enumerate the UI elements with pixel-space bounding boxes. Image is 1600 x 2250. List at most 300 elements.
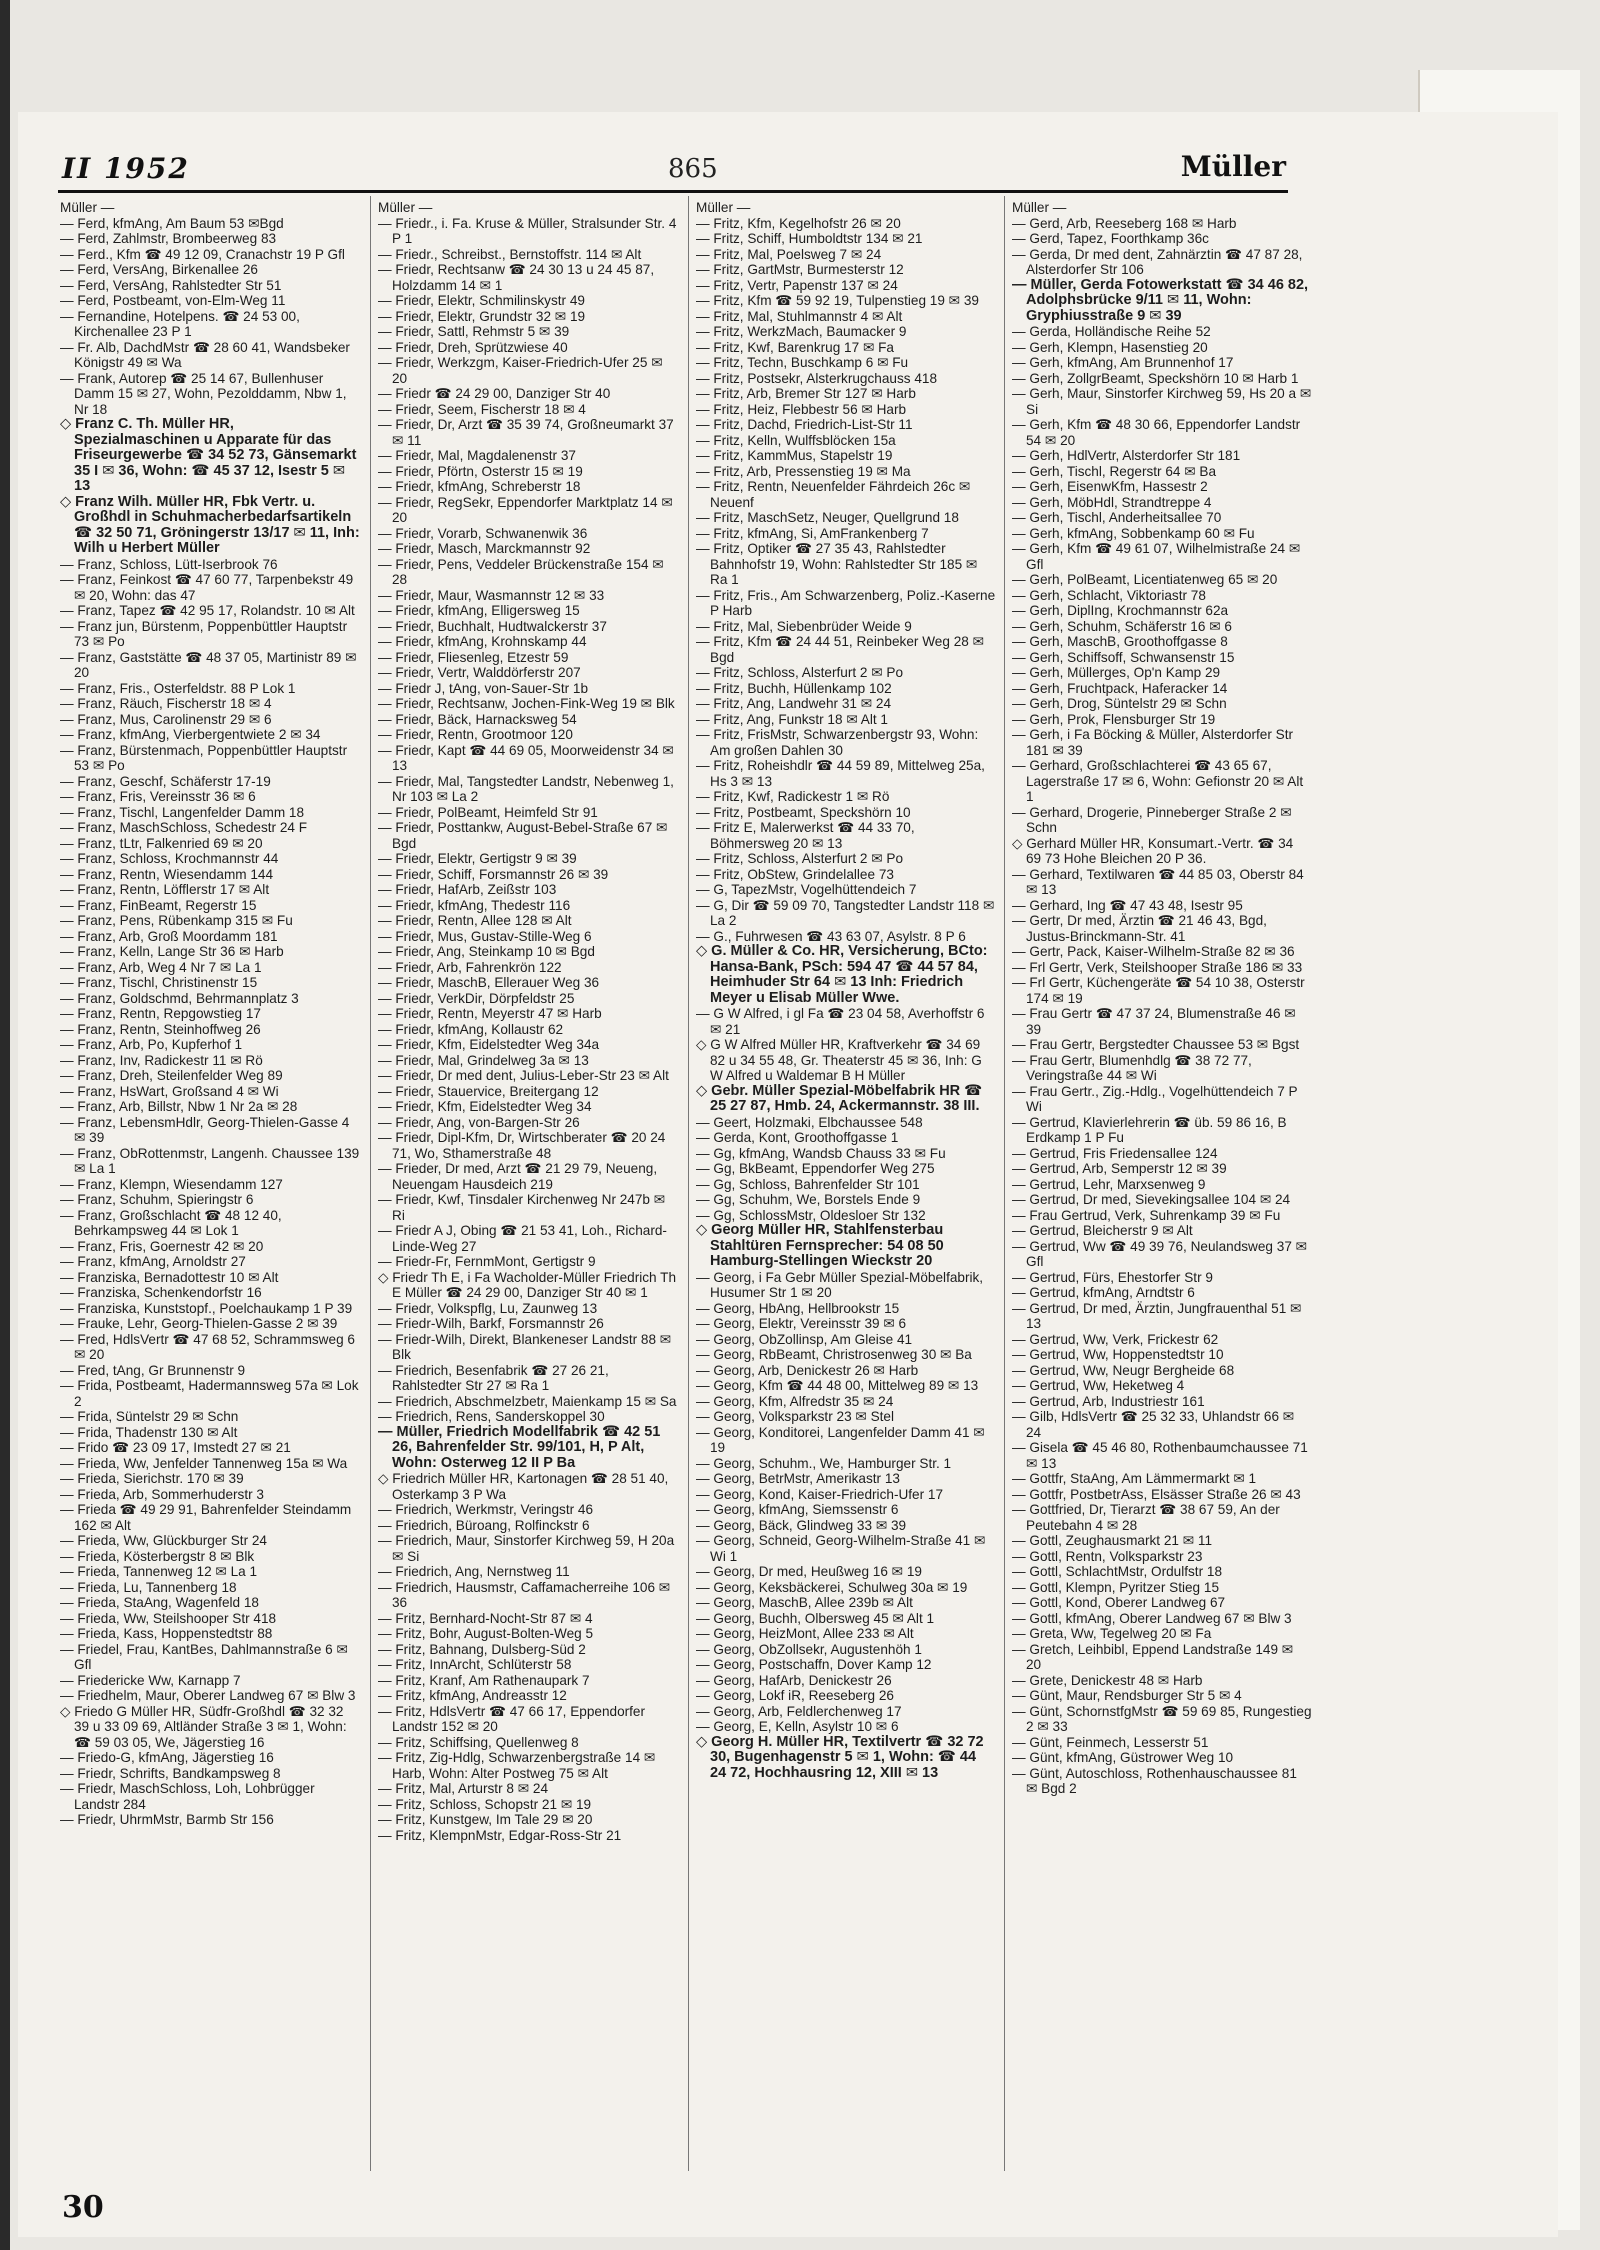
directory-entry: — Friedr, Kfm, Eidelstedter Weg 34 <box>378 1099 592 1114</box>
directory-entry: — Gerh, Tischl, Regerstr 64 ✉ Ba <box>1012 463 1217 479</box>
directory-entry: — Fritz, Techn, Buschkamp 6 ✉ Fu <box>696 355 909 370</box>
signature-marker: 30 <box>62 2190 104 2225</box>
directory-entry: — Friedr, Schiff, Forsmannstr 26 ✉ 39 <box>378 866 609 882</box>
directory-entry: — Fritz, KlempnMstr, Edgar-Ross-Str 21 <box>378 1827 622 1843</box>
directory-entry: — Fritz, Buchh, Hüllenkamp 102 <box>696 680 892 696</box>
directory-entry: — Gerh, PolBeamt, Licentiatenweg 65 ✉ 20 <box>1012 572 1278 587</box>
directory-entry: — Friedr, Mal, Tangstedter Landstr, Nebenweg 1, Nr 103 ✉ La 2 <box>378 773 674 804</box>
directory-entry: — Frau Gertrud, Verk, Suhrenkamp 39 ✉ Fu <box>1012 1207 1281 1223</box>
directory-entry: — Georg, Konditorei, Langenfelder Damm 41 ✉ 19 <box>696 1424 985 1455</box>
directory-entry: ◇ Gerhard Müller HR, Konsumart.-Vertr. ☎ 34 69 73 Hohe Bleichen 20 P 36. <box>1012 835 1294 866</box>
directory-entry: — Friedel, Frau, KantBes, Dahlmannstraße 6 ✉ Gfl <box>60 1641 348 1672</box>
directory-entry: — Frieda, Ww, Steilshooper Str 418 <box>60 1610 277 1626</box>
directory-entry: ◇ Friedrich Müller HR, Kartonagen ☎ 28 51 40, Osterkamp 3 P Wa <box>378 1471 669 1502</box>
directory-entry: — Gg, BkBeamt, Eppendorfer Weg 275 <box>696 1161 935 1176</box>
directory-entry: — Fritz, Dachd, Friedrich-List-Str 11 <box>696 417 913 432</box>
directory-entry: ◇ Friedo G Müller HR, Südfr-Großhdl ☎ 32 32 39 u 33 09 69, Altländer Straße 3 ✉ 1, Wohn: ☎ 59 03 05, We, Jägerstieg 16 <box>60 1703 347 1750</box>
directory-entry: — Franz, Schloss, Lütt-Iserbrook 76 <box>60 556 278 572</box>
directory-entry: — Gerh, kfmAng, Am Brunnenhof 17 <box>1012 355 1234 370</box>
directory-entry: — Gerh, Schlacht, Viktoriastr 78 <box>1012 587 1206 603</box>
directory-entry: — Fernandine, Hotelpens. ☎ 24 53 00, Kirchenallee 23 P 1 <box>60 308 300 339</box>
directory-entry: — Ferd, VersAng, Birkenallee 26 <box>60 262 258 277</box>
directory-entry: — Friedrich, Hausmstr, Caffamacherreihe 106 ✉ 36 <box>378 1579 671 1610</box>
directory-entry: — Fritz, Vertr, Papenstr 137 ✉ 24 <box>696 277 898 293</box>
directory-entry: — Frida, Postbeamt, Hadermannsweg 57a ✉ Lok 2 <box>60 1378 359 1409</box>
directory-entry: — Franz, Klempn, Wiesendamm 127 <box>60 1176 283 1192</box>
directory-entry: — Gg, kfmAng, Wandsb Chauss 33 ✉ Fu <box>696 1145 946 1161</box>
directory-entry: Müller — <box>696 200 751 215</box>
directory-entry: — Fritz, Ang, Landwehr 31 ✉ 24 <box>696 696 892 711</box>
directory-entry: — Friedr, Ang, Steinkamp 10 ✉ Bgd <box>378 944 595 959</box>
page-header <box>58 150 1288 193</box>
directory-entry: ◇ Franz C. Th. Müller HR, Spezialmaschinen u Apparate für das Friseurgewerbe ☎ 34 52 73, Gänsemarkt 35 I ✉ 36, Wohn: ☎ 45 37 12, Isestr 5 ✉ 13 <box>60 416 357 494</box>
directory-entry: — Franz, Goldschmd, Behrmannplatz 3 <box>60 990 299 1006</box>
directory-entry: — Fr. Alb, DachdMstr ☎ 28 60 41, Wandsbeker Königstr 49 ✉ Wa <box>60 339 350 370</box>
directory-entry: — Gerh, Prok, Flensburger Str 19 <box>1012 711 1216 727</box>
directory-column-1 <box>60 200 360 2170</box>
directory-entry: — Franz, Mus, Carolinenstr 29 ✉ 6 <box>60 711 272 727</box>
directory-entry: — Gerh, EisenwKfm, Hassestr 2 <box>1012 479 1208 494</box>
directory-entry: — Friedr, kfmAng, Elligersweg 15 <box>378 603 580 618</box>
directory-entry: — Friedrich, Abschmelzbetr, Maienkamp 15 ✉ Sa <box>378 1393 677 1409</box>
directory-entry: — Gerh, MaschB, Groothoffgasse 8 <box>1012 634 1228 649</box>
directory-entry: — Gertrud, Bleicherstr 9 ✉ Alt <box>1012 1223 1193 1238</box>
directory-entry: ◇ Georg H. Müller HR, Textilvertr ☎ 32 72 30, Bugenhagenstr 5 ✉ 1, Wohn: ☎ 44 24 72, Hochhausring 12, XIII ✉ 13 <box>696 1733 984 1781</box>
directory-entry: — Friedrich, Büroang, Rolfinckstr 6 <box>378 1517 590 1533</box>
directory-entry: — Friedericke Ww, Karnapp 7 <box>60 1672 241 1688</box>
directory-entry: — Frido ☎ 23 09 17, Imstedt 27 ✉ 21 <box>60 1440 291 1455</box>
directory-entry: — Franz, Räuch, Fischerstr 18 ✉ 4 <box>60 696 272 711</box>
directory-entry: — Friedr, Werkzgm, Kaiser-Friedrich-Ufer 25 ✉ 20 <box>378 355 663 386</box>
directory-entry: — Fritz, MaschSetz, Neuger, Quellgrund 18 <box>696 510 959 525</box>
directory-entry: — Gg, Schuhm, We, Borstels Ende 9 <box>696 1192 921 1207</box>
directory-entry: — Friedr, MaschSchloss, Loh, Lohbrügger Landstr 284 <box>60 1781 315 1812</box>
directory-entry: — Friedr, kfmAng, Krohnskamp 44 <box>378 634 587 649</box>
directory-entry: — Frl Gertr, Verk, Steilshooper Straße 186 ✉ 33 <box>1012 959 1303 975</box>
directory-entry: — Franz, tLtr, Falkenried 69 ✉ 20 <box>60 835 263 851</box>
directory-entry: — Friedr, Sattl, Rehmstr 5 ✉ 39 <box>378 324 570 339</box>
directory-entry: — Fritz, HdlsVertr ☎ 47 66 17, Eppendorfer Landstr 152 ✉ 20 <box>378 1703 646 1734</box>
directory-entry: — Friedr, Kwf, Tinsdaler Kirchenweg Nr 247b ✉ Ri <box>378 1192 666 1223</box>
directory-entry: — Franz, Arb, Billstr, Nbw 1 Nr 2a ✉ 28 <box>60 1099 298 1114</box>
directory-entry: — Günt, Maur, Rendsburger Str 5 ✉ 4 <box>1012 1688 1242 1703</box>
directory-entry: — Fritz, FrisMstr, Schwarzenbergstr 93, Wohn: Am großen Dahlen 30 <box>696 727 979 758</box>
directory-entry: — Gerh, Müllerges, Op'n Kamp 29 <box>1012 665 1221 680</box>
directory-entry: — Friedr, Fliesenleg, Etzestr 59 <box>378 649 569 665</box>
directory-entry: — Fritz, Schloss, Alsterfurt 2 ✉ Po <box>696 851 904 866</box>
directory-entry: — Friedr., Schreibst., Bernstoffstr. 114 ✉ Alt <box>378 246 642 262</box>
directory-entry: — Frank, Autorep ☎ 25 14 67, Bullenhuser Damm 15 ✉ 27, Wohn, Pezolddamm, Nbw 1, Nr 18 <box>60 370 347 417</box>
directory-entry: — Fritz, Schiff, Humboldtstr 134 ✉ 21 <box>696 231 923 246</box>
directory-entry: — Gottl, Klempn, Pyritzer Stieg 15 <box>1012 1579 1220 1595</box>
directory-entry: — Gerh, Schuhm, Schäferstr 16 ✉ 6 <box>1012 618 1232 634</box>
directory-entry: — Gerhard, Textilwaren ☎ 44 85 03, Oberstr 84 ✉ 13 <box>1012 866 1304 897</box>
directory-entry: — Georg, ObZollsekr, Augustenhöh 1 <box>696 1641 922 1657</box>
directory-entry: ◇ Friedr Th E, i Fa Wacholder-Müller Friedrich Th E Müller ☎ 24 29 00, Danziger Str 40 ✉ 1 <box>378 1269 677 1300</box>
directory-entry: — Günt, Feinmech, Lesserstr 51 <box>1012 1734 1209 1750</box>
directory-entry: — Gerhard, Ing ☎ 47 43 48, Isestr 95 <box>1012 897 1243 913</box>
directory-entry: — Georg, Keksbäckerei, Schulweg 30a ✉ 19 <box>696 1579 968 1595</box>
directory-entry: — Gerhard, Großschlachterei ☎ 43 65 67, Lagerstraße 17 ✉ 6, Wohn: Gefionstr 20 ✉ Alt 1 <box>1012 758 1304 804</box>
directory-entry: — Gerh, ZollgrBeamt, Speckshörn 10 ✉ Harb 1 <box>1012 370 1299 386</box>
directory-entry: — Franz, Schloss, Krochmannstr 44 <box>60 851 279 866</box>
directory-entry: — Georg, Elektr, Vereinsstr 39 ✉ 6 <box>696 1316 907 1331</box>
directory-entry: — Friedr, Pens, Veddeler Brückenstraße 154 ✉ 28 <box>378 556 664 587</box>
directory-entry: — G, TapezMstr, Vogelhüttendeich 7 <box>696 882 917 897</box>
directory-column-3 <box>696 200 996 2170</box>
directory-entry: — Friedr, Posttankw, August-Bebel-Straße 67 ✉ Bgd <box>378 820 668 851</box>
directory-entry: — Fritz, Arb, Pressenstieg 19 ✉ Ma <box>696 463 911 479</box>
directory-entry: — Friedr, Rechtsanw, Jochen-Fink-Weg 19 ✉ Blk <box>378 696 675 711</box>
directory-entry: — Friedr, UhrmMstr, Barmb Str 156 <box>60 1812 274 1827</box>
directory-entry: — Franziska, Kunststopf., Poelchaukamp 1 P 39 <box>60 1300 353 1316</box>
directory-entry: — Gottl, Kond, Oberer Landweg 67 <box>1012 1595 1226 1610</box>
directory-entry: — Günt, Autoschloss, Rothenhauschaussee 81 ✉ Bgd 2 <box>1012 1765 1297 1796</box>
directory-entry: — Fritz, Roheishdlr ☎ 44 59 89, Mittelweg 25a, Hs 3 ✉ 13 <box>696 758 985 789</box>
directory-entry: — Friedr, VerkDir, Dörpfeldstr 25 <box>378 990 575 1006</box>
directory-entry: — Gottfried, Dr, Tierarzt ☎ 38 67 59, An der Peutebahn 4 ✉ 28 <box>1012 1502 1280 1533</box>
directory-entry: — Gottfr, StaAng, Am Lämmermarkt ✉ 1 <box>1012 1471 1257 1486</box>
directory-entry: — Friedr, HafArb, Zeißstr 103 <box>378 882 557 897</box>
directory-entry: — Fritz, Mal, Poelsweg 7 ✉ 24 <box>696 246 882 262</box>
directory-entry: — Ferd, VersAng, Rahlstedter Str 51 <box>60 277 282 293</box>
column-divider <box>370 196 371 2171</box>
directory-entry: — Fritz, Ang, Funkstr 18 ✉ Alt 1 <box>696 711 888 727</box>
directory-entry: — Georg, HafArb, Denickestr 26 <box>696 1672 892 1688</box>
directory-entry: — Fritz, Kfm ☎ 24 44 51, Reinbeker Weg 28 ✉ Bgd <box>696 634 984 665</box>
directory-entry: — Friedr, Kfm, Eidelstedter Weg 34a <box>378 1037 600 1052</box>
directory-entry: — Fritz, kfmAng, Si, AmFrankenberg 7 <box>696 525 929 541</box>
directory-entry: — Müller, Friedrich Modellfabrik ☎ 42 51 26, Bahrenfelder Str. 99/101, H, P Alt, Wohn: Osterweg 12 II P Ba <box>378 1423 661 1471</box>
directory-entry: — Fritz, Schloss, Alsterfurt 2 ✉ Po <box>696 665 904 680</box>
directory-entry: — Franz, Schuhm, Spieringstr 6 <box>60 1192 254 1207</box>
directory-entry: — Georg, Kfm ☎ 44 48 00, Mittelweg 89 ✉ 13 <box>696 1378 979 1393</box>
directory-entry: — Ferd, Postbeamt, von-Elm-Weg 11 <box>60 293 286 308</box>
directory-column-2 <box>378 200 678 2170</box>
directory-entry: — Gerd, Arb, Reeseberg 168 ✉ Harb <box>1012 215 1237 231</box>
directory-entry: — Franziska, Schenkendorfstr 16 <box>60 1285 262 1300</box>
directory-column-4 <box>1012 200 1312 2170</box>
directory-entry: — Gertrud, Fris Friedensallee 124 <box>1012 1145 1218 1161</box>
directory-entry: — Friedr, Elektr, Gertigstr 9 ✉ 39 <box>378 851 577 866</box>
directory-entry: — Friedr, Seem, Fischerstr 18 ✉ 4 <box>378 401 586 417</box>
directory-entry: — Gottl, Rentn, Volksparkstr 23 <box>1012 1548 1203 1564</box>
directory-entry: — Franz, ObRottenmstr, Langenh. Chaussee 139 ✉ La 1 <box>60 1145 360 1176</box>
directory-entry: — Frieda, Ww, Glückburger Str 24 <box>60 1533 267 1548</box>
directory-entry: — Franz, Kelln, Lange Str 36 ✉ Harb <box>60 944 284 959</box>
directory-entry: — Franz, Arb, Po, Kupferhof 1 <box>60 1037 243 1052</box>
directory-entry: — Gottfr, PostbetrAss, Elsässer Straße 26 ✉ 43 <box>1012 1486 1301 1502</box>
directory-entry: — Fritz, Mal, Stuhlmannstr 4 ✉ Alt <box>696 308 903 324</box>
directory-entry: — Fritz, Kelln, Wulffsblöcken 15a <box>696 432 896 448</box>
directory-entry: — Frieda, StaAng, Wagenfeld 18 <box>60 1595 259 1610</box>
directory-entry: — Georg, Schneid, Georg-Wilhelm-Straße 41 ✉ Wi 1 <box>696 1533 986 1564</box>
directory-entry: — Gerh, i Fa Böcking & Müller, Alsterdorfer Str 181 ✉ 39 <box>1012 727 1294 758</box>
directory-entry: — Gerda, Dr med dent, Zahnärztin ☎ 47 87 28, Alsterdorfer Str 106 <box>1012 246 1303 277</box>
directory-entry: — Georg, ObZollinsp, Am Gleise 41 <box>696 1331 913 1347</box>
book-spine <box>0 0 10 2250</box>
directory-entry: — Franz, Tapez ☎ 42 95 17, Rolandstr. 10 ✉ Alt <box>60 603 355 618</box>
directory-entry: — Fritz, ObStew, Grindelallee 73 <box>696 866 894 882</box>
directory-entry: — Gerh, Kfm ☎ 48 30 66, Eppendorfer Landstr 54 ✉ 20 <box>1012 417 1301 448</box>
directory-entry: — Gottl, Zeughausmarkt 21 ✉ 11 <box>1012 1533 1213 1548</box>
directory-entry: — Friedr, Dipl-Kfm, Dr, Wirtschberater ☎ 20 24 71, Wo, Sthamerstraße 48 <box>378 1130 666 1161</box>
directory-entry: — Gerh, Klempn, Hasenstieg 20 <box>1012 339 1208 355</box>
directory-entry: — Friedr J, tAng, von-Sauer-Str 1b <box>378 680 589 696</box>
directory-entry: — Georg, Arb, Feldlerchenweg 17 <box>696 1703 902 1719</box>
directory-entry: — Frauke, Lehr, Georg-Thielen-Gasse 2 ✉ 39 <box>60 1316 338 1331</box>
directory-entry: — Fritz, Bohr, August-Bolten-Weg 5 <box>378 1626 594 1641</box>
directory-entry: — Friedr, Elektr, Schmilinskystr 49 <box>378 293 585 308</box>
directory-entry: — Friedr, kfmAng, Schreberstr 18 <box>378 479 581 494</box>
directory-entry: — Friedrich, Werkmstr, Veringstr 46 <box>378 1502 594 1517</box>
directory-entry: — Frieda, Tannenweg 12 ✉ La 1 <box>60 1564 258 1579</box>
directory-entry: — Friedr, Dr, Arzt ☎ 35 39 74, Großneumarkt 37 ✉ 11 <box>378 417 674 448</box>
directory-entry: — Georg, kfmAng, Siemssenstr 6 <box>696 1502 899 1517</box>
directory-entry: — Gertrud, Dr med, Sievekingsallee 104 ✉ 24 <box>1012 1192 1291 1207</box>
directory-entry: — Georg, BetrMstr, Amerikastr 13 <box>696 1471 900 1486</box>
directory-entry: — Gerh, Kfm ☎ 49 61 07, Wilhelmistraße 24 ✉ Gfl <box>1012 541 1301 572</box>
directory-entry: — Friedr, MaschB, Ellerauer Weg 36 <box>378 975 600 990</box>
directory-entry: — Franz, Fris, Vereinsstr 36 ✉ 6 <box>60 789 256 804</box>
directory-entry: ◇ G W Alfred Müller HR, Kraftverkehr ☎ 34 69 82 u 34 55 48, Gr. Theaterstr 45 ✉ 36, Inh: G W Alfred u Waldemar B H Müller <box>696 1037 982 1083</box>
directory-entry: — G., Fuhrwesen ☎ 43 63 07, Asylstr. 8 P 6 <box>696 928 966 944</box>
directory-entry: — Franz, LebensmHdlr, Georg-Thielen-Gasse 4 ✉ 39 <box>60 1114 350 1145</box>
directory-entry: — Georg, Kond, Kaiser-Friedrich-Ufer 17 <box>696 1486 944 1502</box>
directory-entry: — Friedr, Rentn, Meyerstr 47 ✉ Harb <box>378 1006 602 1021</box>
directory-entry: — Friedr, Stauervice, Breitergang 12 <box>378 1083 599 1099</box>
directory-entry: — Fritz, Kfm ☎ 59 92 19, Tulpenstieg 19 ✉ 39 <box>696 293 979 308</box>
directory-entry: — Gertrud, Klavierlehrerin ☎ üb. 59 86 16, B Erdkamp 1 P Fu <box>1012 1114 1287 1145</box>
directory-entry: — Franz, Fris, Goernestr 42 ✉ 20 <box>60 1238 264 1254</box>
directory-entry: — Fritz, Rentn, Neuenfelder Fährdeich 26c ✉ Neuenf <box>696 479 971 510</box>
directory-entry: — Franz, Fris., Osterfeldstr. 88 P Lok 1 <box>60 680 296 696</box>
directory-entry: — Friedr, Dreh, Sprützwiese 40 <box>378 339 568 355</box>
directory-entry: — Friedr, Dr med dent, Julius-Leber-Str 23 ✉ Alt <box>378 1068 669 1083</box>
directory-entry: — Gertrud, Lehr, Marxsenweg 9 <box>1012 1176 1206 1192</box>
directory-entry: — Franz, Tischl, Christinenstr 15 <box>60 975 258 990</box>
directory-entry: — Gerh, Schiffsoff, Schwansenstr 15 <box>1012 649 1235 665</box>
directory-entry: — Frieda, Arb, Sommerhuderstr 3 <box>60 1486 264 1502</box>
volume-year: II 1952 <box>62 152 190 185</box>
page-number: 865 <box>668 154 718 184</box>
directory-entry: — Franz, Gaststätte ☎ 48 37 05, Martinistr 89 ✉ 20 <box>60 649 357 680</box>
directory-entry: — Gerh, Fruchtpack, Haferacker 14 <box>1012 680 1228 696</box>
directory-entry: — Gertrud, Dr med, Ärztin, Jungfrauenthal 51 ✉ 13 <box>1012 1300 1302 1331</box>
directory-entry: — Friedr., i. Fa. Kruse & Müller, Stralsunder Str. 4 P 1 <box>378 215 677 246</box>
directory-entry: — Friedr, Buchhalt, Hudtwalckerstr 37 <box>378 618 607 634</box>
directory-entry: ◇ Franz Wilh. Müller HR, Fbk Vertr. u. Großhdl in Schuhmacherbedarfsartikeln ☎ 32 50 71, Gröningerstr 13/17 ✉ 11, Inh: Wilh u Herbert Müller <box>60 493 360 556</box>
directory-entry: — Frieda, Kösterbergstr 8 ✉ Blk <box>60 1548 255 1564</box>
directory-entry: — Georg, RbBeamt, Christrosenweg 30 ✉ Ba <box>696 1347 972 1362</box>
directory-entry: — Georg, MaschB, Allee 239b ✉ Alt <box>696 1595 913 1610</box>
directory-entry: — Fritz, InnArcht, Schlüterstr 58 <box>378 1657 572 1672</box>
directory-entry: — Frieder, Dr med, Arzt ☎ 21 29 79, Neueng, Neuengam Hausdeich 219 <box>378 1161 658 1192</box>
directory-entry: — Franz, Rentn, Löfflerstr 17 ✉ Alt <box>60 882 270 897</box>
directory-entry: — Friedrich, Besenfabrik ☎ 27 26 21, Rahlstedter Str 27 ✉ Ra 1 <box>378 1362 609 1393</box>
directory-entry: — Franz, Arb, Groß Moordamm 181 <box>60 928 278 944</box>
directory-entry: — Franz, Dreh, Steilenfelder Weg 89 <box>60 1068 283 1083</box>
directory-entry: — Grete, Denickestr 48 ✉ Harb <box>1012 1672 1203 1688</box>
directory-entry: — Gertrud, Ww ☎ 49 39 76, Neulandsweg 37 ✉ Gfl <box>1012 1238 1308 1269</box>
column-divider <box>688 196 689 2171</box>
directory-entry: — Friedrich, Maur, Sinstorfer Kirchweg 59, H 20a ✉ Si <box>378 1533 675 1564</box>
directory-entry: — Gerda, Holländische Reihe 52 <box>1012 324 1211 339</box>
directory-entry: — Gertr, Dr med, Ärztin ☎ 21 46 43, Bgd, Justus-Brinckmann-Str. 41 <box>1012 913 1267 944</box>
directory-entry: — Gertrud, Fürs, Ehestorfer Str 9 <box>1012 1269 1213 1285</box>
directory-entry: — Fritz, Bernhard-Nocht-Str 87 ✉ 4 <box>378 1610 593 1626</box>
directory-entry: — Friedr, Schrifts, Bandkampsweg 8 <box>60 1765 281 1781</box>
directory-entry: — Friedr, Kapt ☎ 44 69 05, Moorweidenstr 34 ✉ 13 <box>378 742 674 773</box>
directory-entry: — Friedr, kfmAng, Kollaustr 62 <box>378 1021 564 1037</box>
directory-entry: — Gertrud, Ww, Verk, Frickestr 62 <box>1012 1331 1219 1347</box>
directory-entry: — Georg, Kfm, Alfredstr 35 ✉ 24 <box>696 1393 894 1409</box>
directory-entry: — Georg, Dr med, Heußweg 16 ✉ 19 <box>696 1564 922 1579</box>
directory-entry: — Franz, Großschlacht ☎ 48 12 40, Behrkampsweg 44 ✉ Lok 1 <box>60 1207 282 1238</box>
directory-entry: — Ferd, Zahlmstr, Brombeerweg 83 <box>60 231 277 246</box>
directory-entry: — Georg, Lokf iR, Reeseberg 26 <box>696 1688 894 1703</box>
directory-entry: — Georg, Postschaffn, Dover Kamp 12 <box>696 1657 932 1672</box>
directory-entry: — Gisela ☎ 45 46 80, Rothenbaumchaussee 71 ✉ 13 <box>1012 1440 1308 1471</box>
directory-entry: — Fritz, Zig-Hdlg, Schwarzenbergstraße 14 ✉ Harb, Wohn: Alter Postweg 75 ✉ Alt <box>378 1750 656 1781</box>
directory-entry: — Franz, Bürstenmach, Poppenbüttler Hauptstr 53 ✉ Po <box>60 742 348 773</box>
directory-entry: — Fritz, Schiffsing, Quellenweg 8 <box>378 1734 579 1750</box>
directory-entry: — Gertrud, Ww, Hoppenstedtstr 10 <box>1012 1347 1224 1362</box>
directory-entry: — Friedhelm, Maur, Oberer Landweg 67 ✉ Blw 3 <box>60 1688 356 1703</box>
directory-entry: — Franz, Geschf, Schäferstr 17-19 <box>60 773 271 789</box>
directory-entry: — Gertrud, Arb, Industriestr 161 <box>1012 1393 1205 1409</box>
directory-entry: — Friedr, Bäck, Harnacksweg 54 <box>378 711 577 727</box>
directory-entry: — Gertrud, kfmAng, Arndtstr 6 <box>1012 1285 1195 1300</box>
directory-entry: — Fritz, Arb, Bremer Str 127 ✉ Harb <box>696 386 916 401</box>
directory-entry: — Friedr, Pförtn, Osterstr 15 ✉ 19 <box>378 463 583 479</box>
directory-entry: — Frida, Thadenstr 130 ✉ Alt <box>60 1424 238 1440</box>
directory-entry: — Franz, Rentn, Repgowstieg 17 <box>60 1006 261 1021</box>
directory-entry: — Franz, HsWart, Großsand 4 ✉ Wi <box>60 1083 279 1099</box>
directory-entry: — Gg, Schloss, Bahrenfelder Str 101 <box>696 1176 920 1192</box>
directory-entry: — Friedr, Mus, Gustav-Stille-Weg 6 <box>378 928 592 944</box>
directory-entry: — Franz, Arb, Weg 4 Nr 7 ✉ La 1 <box>60 959 262 975</box>
directory-entry: — Friedr, Volkspflg, Lu, Zaunweg 13 <box>378 1300 598 1316</box>
directory-entry: — Ferd, kfmAng, Am Baum 53 ✉Bgd <box>60 215 284 231</box>
directory-entry: — Friedr, Ang, von-Bargen-Str 26 <box>378 1114 580 1130</box>
directory-entry: — Frieda, Sierichstr. 170 ✉ 39 <box>60 1471 244 1486</box>
directory-entry: — Fritz, Kwf, Barenkrug 17 ✉ Fa <box>696 339 894 355</box>
directory-entry: — Fred, tAng, Gr Brunnenstr 9 <box>60 1362 246 1378</box>
directory-entry: — Gerh, Tischl, Anderheitsallee 70 <box>1012 510 1222 525</box>
directory-entry: — Friedr ☎ 24 29 00, Danziger Str 40 <box>378 386 611 401</box>
directory-entry: — Friedr A J, Obing ☎ 21 53 41, Loh., Richard-Linde-Weg 27 <box>378 1223 667 1254</box>
directory-entry: — Friedr, Rechtsanw ☎ 24 30 13 u 24 45 87, Holzdamm 14 ✉ 1 <box>378 262 655 293</box>
directory-entry: — Franz, kfmAng, Vierbergentwiete 2 ✉ 34 <box>60 727 321 742</box>
directory-entry: — Ferd., Kfm ☎ 49 12 09, Cranachstr 19 P Gfl <box>60 246 345 262</box>
directory-entry: — Müller, Gerda Fotowerkstatt ☎ 34 46 82, Adolphsbrücke 9/11 ✉ 11, Wohn: Gryphiusstraße 9 ✉ 39 <box>1012 276 1309 324</box>
directory-entry: — Gerh, Maur, Sinstorfer Kirchweg 59, Hs 20 a ✉ Si <box>1012 386 1312 417</box>
directory-entry: — Friedo-G, kfmAng, Jägerstieg 16 <box>60 1750 274 1765</box>
directory-entry: — Franziska, Bernadottestr 10 ✉ Alt <box>60 1269 279 1285</box>
directory-entry: — Gg, SchlossMstr, Oldesloer Str 132 <box>696 1207 926 1223</box>
directory-entry: — Georg, Buchh, Olbersweg 45 ✉ Alt 1 <box>696 1610 935 1626</box>
directory-entry: — Gerd, Tapez, Foorthkamp 36c <box>1012 231 1209 246</box>
directory-entry: — Georg, HbAng, Hellbrookstr 15 <box>696 1300 900 1316</box>
directory-entry: — Gerhard, Drogerie, Pinneberger Straße 2 ✉ Schn <box>1012 804 1292 835</box>
directory-entry: — Friedr, Vorarb, Schwanenwik 36 <box>378 525 588 541</box>
directory-entry: — Friedr, kfmAng, Thedestr 116 <box>378 897 571 913</box>
directory-entry: — Frida, Süntelstr 29 ✉ Schn <box>60 1409 239 1424</box>
directory-entry: — Günt, kfmAng, Güstrower Weg 10 <box>1012 1750 1234 1765</box>
directory-entry: — Fritz, Mal, Siebenbrüder Weide 9 <box>696 618 912 634</box>
directory-entry: — Fritz, Postsekr, Alsterkrugchauss 418 <box>696 370 938 386</box>
directory-entry: — Friedr, Masch, Marckmannstr 92 <box>378 541 591 556</box>
directory-entry: — Friedr-Wilh, Barkf, Forsmannstr 26 <box>378 1316 604 1331</box>
directory-entry: — Friedr, Maur, Wasmannstr 12 ✉ 33 <box>378 587 605 603</box>
directory-entry: — Fritz, Optiker ☎ 27 35 43, Rahlstedter Bahnhofstr 19, Wohn: Rahlstedter Str 185 ✉ Ra 1 <box>696 541 978 587</box>
directory-entry: — Frieda ☎ 49 29 91, Bahrenfelder Steindamm 162 ✉ Alt <box>60 1502 352 1533</box>
directory-entry: — Gerda, Kont, Groothoffgasse 1 <box>696 1130 899 1145</box>
directory-entry: — Franz, Pens, Rübenkamp 315 ✉ Fu <box>60 913 293 928</box>
directory-entry: — Gerh, Drog, Süntelstr 29 ✉ Schn <box>1012 696 1227 711</box>
directory-entry: ◇ G. Müller & Co. HR, Versicherung, BCto: Hansa-Bank, PSch: 594 47 ☎ 44 57 84, Heimhuder Str 64 ✉ 13 Inh: Friedrich Meyer u Elisab Müller Wwe. <box>696 943 988 1006</box>
surname-heading: Müller <box>1180 150 1286 183</box>
directory-entry: — Günt, SchornstfgMstr ☎ 59 69 85, Rungestieg 2 ✉ 33 <box>1012 1703 1312 1734</box>
directory-entry: — Friedr, Rentn, Grootmoor 120 <box>378 727 573 742</box>
directory-entry: — Frau Gertr, Blumenhdlg ☎ 38 72 77, Veringstraße 44 ✉ Wi <box>1012 1052 1252 1083</box>
directory-entry: — Friedrich, Ang, Nernstweg 11 <box>378 1564 570 1579</box>
directory-entry: — Gertrud, Ww, Neugr Bergheide 68 <box>1012 1362 1235 1378</box>
directory-entry: — Gerh, DiplIng, Krochmannstr 62a <box>1012 603 1229 618</box>
directory-entry: — Franz, Tischl, Langenfelder Damm 18 <box>60 804 305 820</box>
directory-entry: — Friedr, PolBeamt, Heimfeld Str 91 <box>378 804 598 820</box>
directory-entry: — Fred, HdlsVertr ☎ 47 68 52, Schrammsweg 6 ✉ 20 <box>60 1331 355 1362</box>
directory-entry: — Geert, Holzmaki, Elbchaussee 548 <box>696 1114 923 1130</box>
directory-entry: — Gertr, Pack, Kaiser-Wilhelm-Straße 82 ✉ 36 <box>1012 944 1295 959</box>
directory-entry: — Friedr, Rentn, Allee 128 ✉ Alt <box>378 913 572 928</box>
directory-entry: — Fritz, Mal, Arturstr 8 ✉ 24 <box>378 1781 549 1796</box>
directory-entry: — Gertrud, Arb, Semperstr 12 ✉ 39 <box>1012 1161 1227 1176</box>
directory-entry: — Gerh, HdlVertr, Alsterdorfer Str 181 <box>1012 448 1241 463</box>
directory-entry: — Fritz, GartMstr, Burmesterstr 12 <box>696 262 904 277</box>
directory-entry: — Fritz, WerkzMach, Baumacker 9 <box>696 324 907 339</box>
directory-entry: — Georg, HeizMont, Allee 233 ✉ Alt <box>696 1626 914 1641</box>
directory-entry: — Fritz, Schloss, Schopstr 21 ✉ 19 <box>378 1796 592 1812</box>
directory-entry: — Georg, Volksparkstr 23 ✉ Stel <box>696 1409 895 1424</box>
directory-entry: — Friedr, Elektr, Grundstr 32 ✉ 19 <box>378 308 586 324</box>
directory-entry: — Fritz, Kwf, Radickestr 1 ✉ Rö <box>696 789 890 804</box>
directory-entry: — Franz, Rentn, Steinhoffweg 26 <box>60 1021 261 1037</box>
directory-entry: — Friedr, Mal, Grindelweg 3a ✉ 13 <box>378 1052 589 1068</box>
directory-entry: — Franz, Inv, Radickestr 11 ✉ Rö <box>60 1052 263 1068</box>
directory-entry: — Franz, kfmAng, Arnoldstr 27 <box>60 1254 246 1269</box>
directory-entry: Müller — <box>60 200 115 215</box>
directory-entry: — Fritz, Fris., Am Schwarzenberg, Poliz.-Kaserne P Harb <box>696 587 996 618</box>
directory-entry: — Friedr, Vertr, Walddörferstr 207 <box>378 665 581 680</box>
directory-entry: ◇ Gebr. Müller Spezial-Möbelfabrik HR ☎ 25 27 87, Hmb. 24, Ackermannstr. 38 III. <box>696 1082 983 1114</box>
directory-entry: — Frieda, Lu, Tannenberg 18 <box>60 1579 237 1595</box>
directory-entry: — Frieda, Kass, Hoppenstedtstr 88 <box>60 1626 273 1641</box>
directory-entry: — Gilb, HdlsVertr ☎ 25 32 33, Uhlandstr 66 ✉ 24 <box>1012 1409 1295 1440</box>
directory-entry: — Friedrich, Rens, Sanderskoppel 30 <box>378 1409 605 1424</box>
directory-entry: — Frau Gertr ☎ 47 37 24, Blumenstraße 46 ✉ 39 <box>1012 1006 1296 1037</box>
directory-entry: — Franz, MaschSchloss, Schedestr 24 F <box>60 820 308 835</box>
directory-entry: — Friedr-Wilh, Direkt, Blankeneser Landstr 88 ✉ Blk <box>378 1331 672 1362</box>
directory-entry: — Fritz, Kunstgew, Im Tale 29 ✉ 20 <box>378 1812 593 1827</box>
directory-entry: — Georg, i Fa Gebr Müller Spezial-Möbelfabrik, Husumer Str 1 ✉ 20 <box>696 1269 984 1300</box>
directory-entry: — Fritz, KammMus, Stapelstr 19 <box>696 448 893 463</box>
directory-entry: — Gerh, MöbHdl, Strandtreppe 4 <box>1012 494 1212 510</box>
directory-entry: — Frl Gertr, Küchengeräte ☎ 54 10 38, Osterstr 174 ✉ 19 <box>1012 975 1305 1006</box>
directory-entry: ◇ Georg Müller HR, Stahlfensterbau Stahltüren Fernsprecher: 54 08 50 Hamburg-Stellingen Wieckstr 20 <box>696 1222 944 1269</box>
directory-entry: — Georg, E, Kelln, Asylstr 10 ✉ 6 <box>696 1719 899 1734</box>
